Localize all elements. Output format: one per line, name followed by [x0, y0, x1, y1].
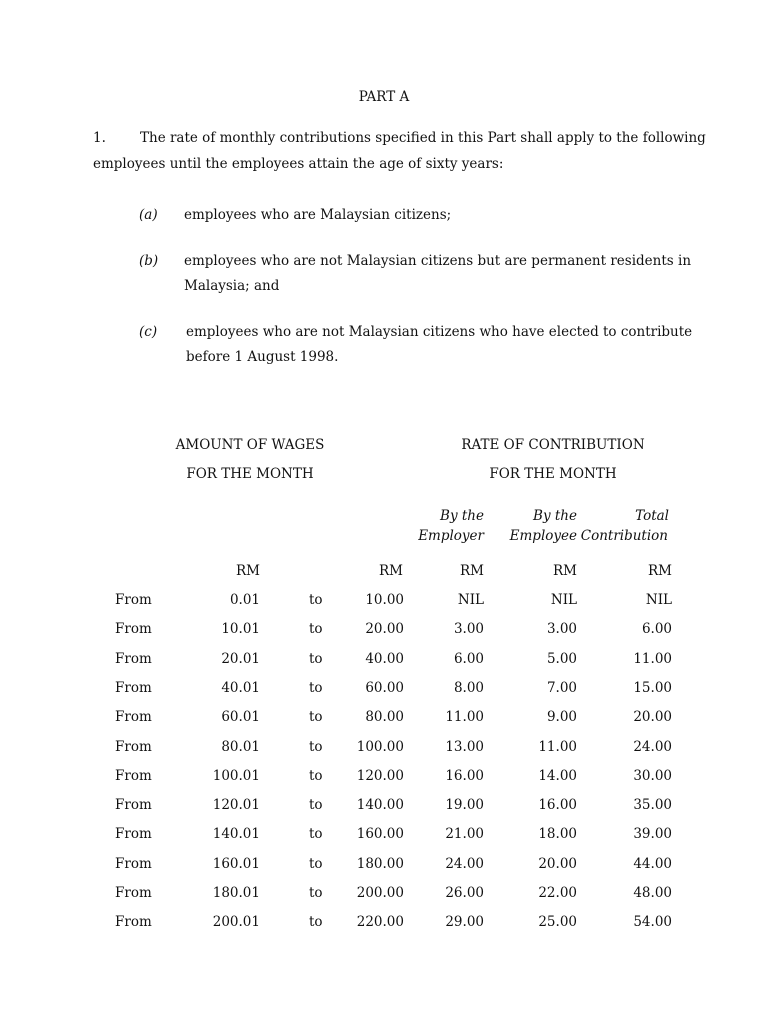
wage-upper: 80.00 — [365, 709, 404, 725]
to-label: to — [309, 709, 323, 725]
wage-lower: 20.01 — [221, 651, 260, 667]
employee-rate: 11.00 — [538, 739, 577, 755]
item-a-text: employees who are Malaysian citizens; — [184, 207, 452, 223]
total-contribution: 54.00 — [633, 914, 672, 930]
wage-upper: 40.00 — [365, 651, 404, 667]
wage-upper: 20.00 — [365, 621, 404, 637]
total-contribution: 48.00 — [633, 885, 672, 901]
to-label: to — [309, 739, 323, 755]
from-label: From — [115, 885, 152, 901]
from-label: From — [115, 621, 152, 637]
employee-rate: 7.00 — [546, 680, 577, 696]
employer-rate: 13.00 — [445, 739, 484, 755]
employer-rate: 3.00 — [453, 621, 484, 637]
part-title: PART A — [358, 89, 410, 105]
to-label: to — [309, 651, 323, 667]
wages-heading-2: FOR THE MONTH — [186, 466, 314, 482]
wage-upper: 120.00 — [356, 768, 404, 784]
wage-upper: 200.00 — [356, 885, 404, 901]
total-contribution: NIL — [645, 592, 672, 608]
wage-lower: 80.01 — [221, 739, 260, 755]
wage-upper: 100.00 — [356, 739, 404, 755]
total-contribution: 15.00 — [633, 680, 672, 696]
item-a-label: (a) — [139, 207, 158, 223]
employee-rate: 5.00 — [546, 651, 577, 667]
employee-rate: 18.00 — [538, 826, 577, 842]
wages-heading-1: AMOUNT OF WAGES — [175, 437, 325, 453]
wage-lower: 200.01 — [212, 914, 260, 930]
currency-label: RM — [236, 563, 260, 579]
employer-rate: NIL — [457, 592, 484, 608]
employee-rate: NIL — [550, 592, 577, 608]
employer-subheading-1: By the — [440, 508, 484, 524]
to-label: to — [309, 856, 323, 872]
rate-heading-1: RATE OF CONTRIBUTION — [461, 437, 645, 453]
currency-label: RM — [460, 563, 484, 579]
total-contribution: 24.00 — [633, 739, 672, 755]
employer-rate: 24.00 — [445, 856, 484, 872]
to-label: to — [309, 592, 323, 608]
item-c-label: (c) — [139, 324, 158, 340]
wage-upper: 10.00 — [365, 592, 404, 608]
item-c-line-1: employees who are not Malaysian citizens who have elected to contribute — [186, 324, 693, 340]
employer-rate: 16.00 — [445, 768, 484, 784]
total-contribution: 30.00 — [633, 768, 672, 784]
employer-subheading-2: Employer — [418, 528, 484, 544]
to-label: to — [309, 797, 323, 813]
employee-subheading-1: By the — [533, 508, 577, 524]
employer-rate: 6.00 — [453, 651, 484, 667]
from-label: From — [115, 856, 152, 872]
from-label: From — [115, 651, 152, 667]
wage-lower: 100.01 — [212, 768, 260, 784]
wage-upper: 180.00 — [356, 856, 404, 872]
employer-rate: 11.00 — [445, 709, 484, 725]
employee-rate: 20.00 — [538, 856, 577, 872]
total-contribution: 6.00 — [641, 621, 672, 637]
from-label: From — [115, 768, 152, 784]
from-label: From — [115, 739, 152, 755]
wage-upper: 220.00 — [356, 914, 404, 930]
total-subheading-2: Contribution — [580, 528, 668, 544]
total-contribution: 39.00 — [633, 826, 672, 842]
employer-rate: 19.00 — [445, 797, 484, 813]
employer-rate: 21.00 — [445, 826, 484, 842]
wage-lower: 180.01 — [212, 885, 260, 901]
paragraph-number: 1. — [93, 130, 106, 146]
total-contribution: 35.00 — [633, 797, 672, 813]
wage-lower: 60.01 — [221, 709, 260, 725]
wage-upper: 160.00 — [356, 826, 404, 842]
paragraph-line-2: employees until the employees attain the age of sixty years: — [93, 156, 504, 172]
item-b-label: (b) — [139, 253, 159, 269]
total-contribution: 44.00 — [633, 856, 672, 872]
employee-rate: 9.00 — [546, 709, 577, 725]
paragraph-line-1: The rate of monthly contributions specified in this Part shall apply to the following — [140, 130, 706, 146]
to-label: to — [309, 826, 323, 842]
wage-lower: 140.01 — [212, 826, 260, 842]
total-contribution: 11.00 — [633, 651, 672, 667]
from-label: From — [115, 914, 152, 930]
to-label: to — [309, 680, 323, 696]
item-b-line-2: Malaysia; and — [184, 278, 280, 294]
to-label: to — [309, 768, 323, 784]
from-label: From — [115, 592, 152, 608]
wage-upper: 60.00 — [365, 680, 404, 696]
rate-heading-2: FOR THE MONTH — [489, 466, 617, 482]
to-label: to — [309, 914, 323, 930]
employee-rate: 14.00 — [538, 768, 577, 784]
wage-lower: 0.01 — [229, 592, 260, 608]
to-label: to — [309, 621, 323, 637]
employee-rate: 3.00 — [546, 621, 577, 637]
wage-lower: 40.01 — [221, 680, 260, 696]
employer-rate: 26.00 — [445, 885, 484, 901]
from-label: From — [115, 826, 152, 842]
from-label: From — [115, 680, 152, 696]
wage-lower: 120.01 — [212, 797, 260, 813]
currency-label: RM — [553, 563, 577, 579]
employee-subheading-2: Employee — [509, 528, 577, 544]
total-subheading-1: Total — [635, 508, 669, 524]
employee-rate: 25.00 — [538, 914, 577, 930]
total-contribution: 20.00 — [633, 709, 672, 725]
item-b-line-1: employees who are not Malaysian citizens but are permanent residents in — [184, 253, 692, 269]
employer-rate: 29.00 — [445, 914, 484, 930]
currency-label: RM — [648, 563, 672, 579]
item-c-line-2: before 1 August 1998. — [186, 349, 339, 365]
wage-lower: 160.01 — [212, 856, 260, 872]
currency-label: RM — [379, 563, 403, 579]
employer-rate: 8.00 — [453, 680, 484, 696]
wage-upper: 140.00 — [356, 797, 404, 813]
employee-rate: 16.00 — [538, 797, 577, 813]
employee-rate: 22.00 — [538, 885, 577, 901]
from-label: From — [115, 797, 152, 813]
to-label: to — [309, 885, 323, 901]
wage-lower: 10.01 — [221, 621, 260, 637]
from-label: From — [115, 709, 152, 725]
